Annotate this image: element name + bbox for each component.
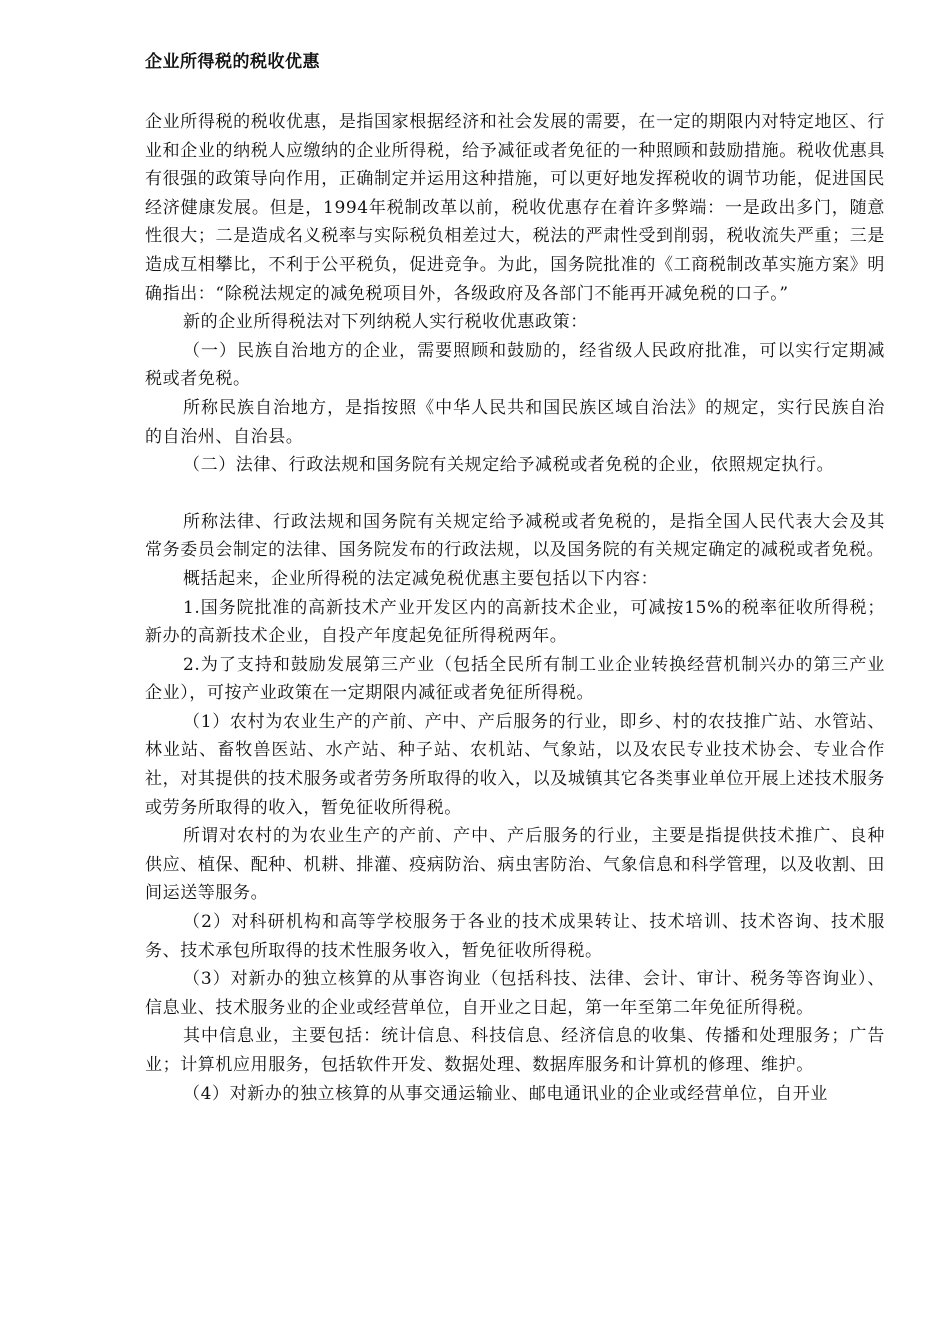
paragraph-intro: 企业所得税的税收优惠，是指国家根据经济和社会发展的需要，在一定的期限内对特定地区、行业和企业的纳税人应缴纳的企业所得税，给予减征或者免征的一种照顾和鼓励措施。税收优惠具有很强的政策导向作用，正确制定并运用这种措施，可以更好地发挥税收的调节功能，促进国民经济健康发展。但是，1994年税制改革以前，税收优惠存在着许多弊端：一是政出多门，随意性很大；二是造成名义税率与实际税负相差过大，税法的严肃性受到削弱，税收流失严重；三是造成互相攀比，不利于公平税负，促进竞争。为此，国务院批准的《工商税制改革实施方案》明确指出：“除税法规定的减免税项目外，各级政府及各部门不能再开减免税的口子。” [145,112,885,304]
paragraph-subpoint-3-consulting-information: （3）对新办的独立核算的从事咨询业（包括科技、法律、会计、审计、税务等咨询业）、信息业、技术服务业的企业或经营单位，自开业之日起，第一年至第二年免征所得税。 [145,969,885,1018]
paragraph-point-2-tertiary-industry: 2.为了支持和鼓励发展第三产业（包括全民所有制工业企业转换经营机制兴办的第三产业企业），可按产业政策在一定期限内减征或者免征所得税。 [145,654,885,704]
paragraph-preferential-policy-lead: 新的企业所得税法对下列纳税人实行税收优惠政策： [183,312,588,333]
paragraph-information-industry-definition: 其中信息业，主要包括：统计信息、科技信息、经济信息的收集、传播和处理服务；广告业；计算机应用服务，包括软件开发、数据处理、数据库服务和计算机的修理、维护。 [145,1026,885,1075]
paragraph-item-1-ethnic-autonomous: （一）民族自治地方的企业，需要照顾和鼓励的，经省级人民政府批准，可以实行定期减税或者免税。 [145,340,885,390]
paragraph-summary-lead: 概括起来，企业所得税的法定减免税优惠主要包括以下内容： [183,568,659,589]
paragraph-point-1-high-tech: 1.国务院批准的高新技术产业开发区内的高新技术企业，可减按15%的税率征收所得税；新办的高新技术企业，自投产年度起免征所得税两年。 [145,597,885,647]
paragraph-subpoint-2-research-institutions: （2）对科研机构和高等学校服务于各业的技术成果转让、技术培训、技术咨询、技术服务、技术承包所取得的技术性服务收入，暂免征收所得税。 [145,912,885,961]
paragraph-subpoint-1-rural-services: （1）农村为农业生产的产前、产中、产后服务的行业，即乡、村的农技推广站、水管站、林业站、畜牧兽医站、水产站、种子站、农机站、气象站，以及农民专业技术协会、专业合作社，对其提供的技术服务或者劳务所取得的收入，以及城镇其它各类事业单位开展上述技术服务或劳务所取得的收入，暂免征收所得税。 [145,711,885,818]
paragraph-item-2-laws-regulations: （二）法律、行政法规和国务院有关规定给予减税或者免税的企业，依照规定执行。 [183,455,835,476]
paragraph-laws-regulations-definition: 所称法律、行政法规和国务院有关规定给予减税或者免税的，是指全国人民代表大会及其常务委员会制定的法律、国务院发布的行政法规，以及国务院的有关规定确定的减税或者免税。 [145,511,885,561]
paragraph-subpoint-4-transport-telecom: （4）对新办的独立核算的从事交通运输业、邮电通讯业的企业或经营单位，自开业 [183,1083,829,1104]
paragraph-ethnic-autonomous-definition: 所称民族自治地方，是指按照《中华人民共和国民族区域自治法》的规定，实行民族自治的自治州、自治县。 [145,397,885,447]
paragraph-rural-services-definition: 所谓对农村的为农业生产的产前、产中、产后服务的行业，主要是指提供技术推广、良种供应、植保、配种、机耕、排灌、疫病防治、病虫害防治、气象信息和科学管理，以及收割、田间运送等服务。 [145,826,885,904]
document-title: 企业所得税的税收优惠 [145,52,320,72]
document-body [145,108,885,1108]
